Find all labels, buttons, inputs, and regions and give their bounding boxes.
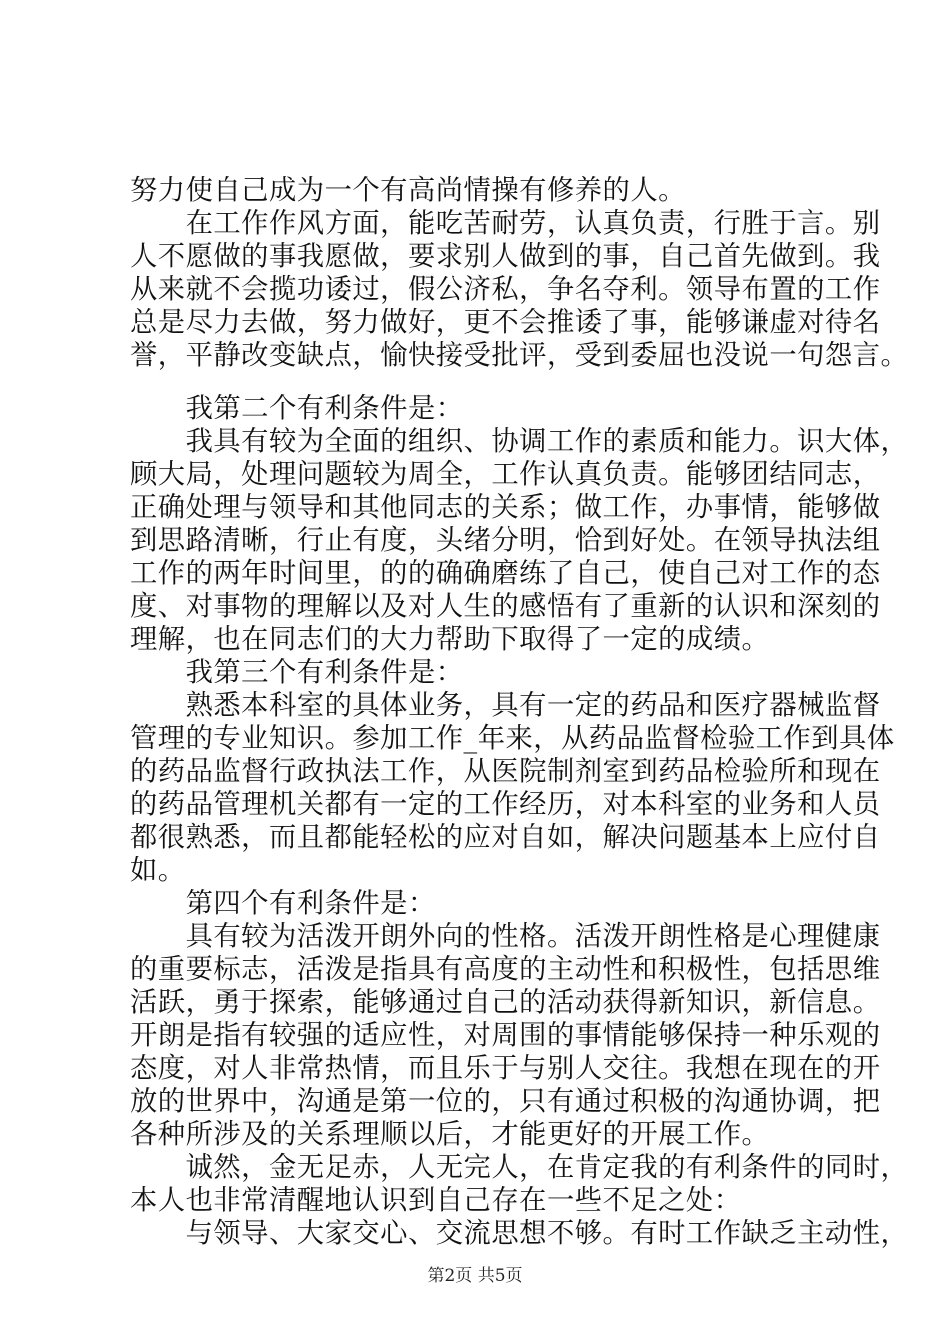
body-text-line: 态度，对人非常热情，而且乐于与别人交往。我想在现在的开 <box>130 1053 881 1084</box>
body-text-line: 的药品管理机关都有一定的工作经历，对本科室的业务和人员 <box>130 789 881 820</box>
body-text-line: 正确处理与领导和其他同志的关系；做工作，办事情，能够做 <box>130 492 881 523</box>
body-text-line: 放的世界中，沟通是第一位的，只有通过积极的沟通协调，把 <box>130 1086 881 1117</box>
body-text-line: 诚然，金无足赤，人无完人，在肯定我的有利条件的同时， <box>130 1152 909 1183</box>
body-text-line: 的重要标志，活泼是指具有高度的主动性和积极性，包括思维 <box>130 954 881 985</box>
body-text-line: 度、对事物的理解以及对人生的感悟有了重新的认识和深刻的 <box>130 591 881 622</box>
body-text-line: 我具有较为全面的组织、协调工作的素质和能力。识大体， <box>130 426 909 457</box>
body-text-line: 顾大局，处理问题较为周全，工作认真负责。能够团结同志， <box>130 459 881 490</box>
body-text-line: 熟悉本科室的具体业务，具有一定的药品和医疗器械监督 <box>130 690 881 721</box>
body-text-line: 管理的专业知识。参加工作_年来，从药品监督检验工作到具体 <box>130 723 895 754</box>
page-number-footer: 第2页 共5页 <box>427 1266 523 1286</box>
body-text-line: 工作的两年时间里，的的确确磨练了自己，使自己对工作的态 <box>130 558 881 589</box>
body-text-line: 开朗是指有较强的适应性，对周围的事情能够保持一种乐观的 <box>130 1020 881 1051</box>
body-text-line: 的药品监督行政执法工作，从医院制剂室到药品检验所和现在 <box>130 756 881 787</box>
body-text-line: 人不愿做的事我愿做，要求别人做到的事，自己首先做到。我 <box>130 241 881 272</box>
body-text-line: 我第三个有利条件是： <box>130 657 464 688</box>
body-text-line: 努力使自己成为一个有高尚情操有修养的人。 <box>130 175 686 206</box>
body-text-line: 从来就不会揽功诿过，假公济私，争名夺利。领导布置的工作 <box>130 274 881 305</box>
body-text-line: 如。 <box>130 855 186 886</box>
body-text-line: 活跃，勇于探索，能够通过自己的活动获得新知识，新信息。 <box>130 987 881 1018</box>
body-text-line: 总是尽力去做，努力做好，更不会推诿了事，能够谦虚对待名 <box>130 307 881 338</box>
body-text-line: 都很熟悉，而且都能轻松的应对自如，解决问题基本上应付自 <box>130 822 881 853</box>
body-text-line: 第四个有利条件是： <box>130 888 436 919</box>
body-text-line: 各种所涉及的关系理顺以后，才能更好的开展工作。 <box>130 1119 770 1150</box>
body-text-line: 理解，也在同志们的大力帮助下取得了一定的成绩。 <box>130 624 770 655</box>
body-text-line: 与领导、大家交心、交流思想不够。有时工作缺乏主动性， <box>130 1218 909 1249</box>
body-text-line: 到思路清晰，行止有度，头绪分明，恰到好处。在领导执法组 <box>130 525 881 556</box>
body-text-line: 本人也非常清醒地认识到自己存在一些不足之处： <box>130 1185 742 1216</box>
body-text-line: 誉，平静改变缺点，愉快接受批评，受到委屈也没说一句怨言。 <box>130 340 909 371</box>
body-text-line: 具有较为活泼开朗外向的性格。活泼开朗性格是心理健康 <box>130 921 881 952</box>
body-text-line: 我第二个有利条件是： <box>130 393 464 424</box>
body-text-line: 在工作作风方面，能吃苦耐劳，认真负责，行胜于言。别 <box>130 208 881 239</box>
